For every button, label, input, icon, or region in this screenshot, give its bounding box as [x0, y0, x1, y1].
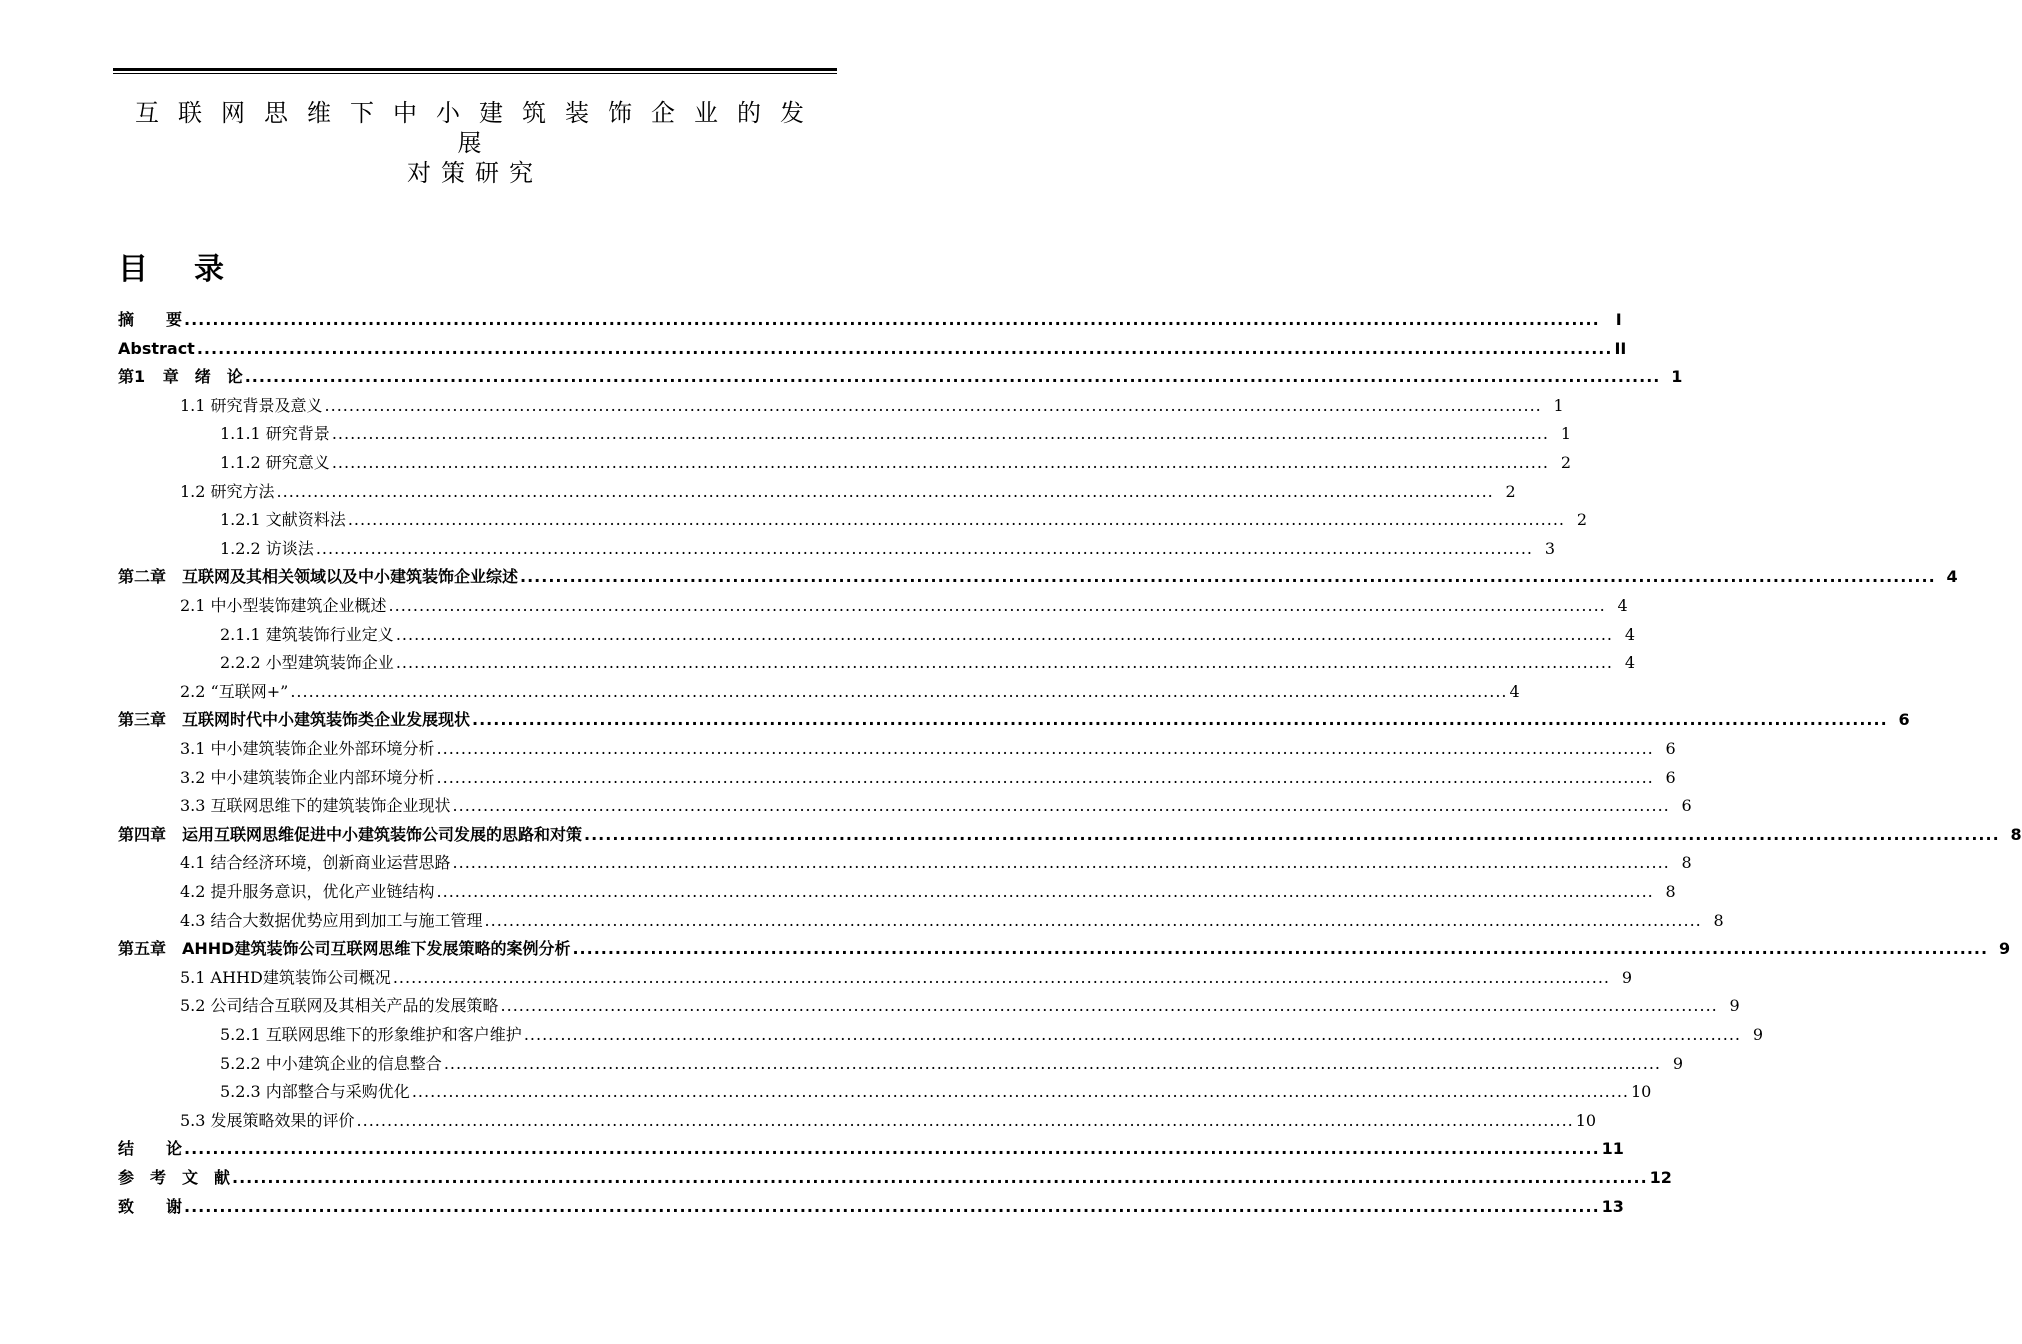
toc-entry-page: 4 [1617, 596, 1628, 615]
toc-entry[interactable] [118, 335, 1627, 363]
toc-entry-leader: ........................................................................................................................................................................................................ [324, 395, 1542, 415]
toc-entry-title: 摘 要 [118, 310, 183, 329]
toc-entry-title: 2.2 “互联网+” [180, 681, 289, 701]
toc-entry[interactable] [180, 478, 1516, 506]
toc-entry-title: 2.1.1 建筑装饰行业定义 [220, 624, 394, 644]
toc-entry-page: 10 [1575, 1110, 1597, 1130]
toc-entry-page: 11 [1601, 1139, 1624, 1159]
toc-entry-page: 8 [1665, 882, 1676, 901]
toc-entry-leader: ........................................................................................................................................................................................................ [436, 882, 1654, 901]
toc-entry-page: 1 [1560, 424, 1571, 444]
toc-entry-page: 8 [1713, 910, 1724, 930]
toc-entry[interactable] [220, 1078, 1652, 1106]
toc-entry-page: 1 [1671, 367, 1683, 387]
toc-entry-leader: ........................................................................................................................................................................................................ [331, 424, 1549, 444]
toc-entry-title: 5.2.1 互联网思维下的形象维护和客户维护 [220, 1025, 522, 1044]
toc-entry-title: 1.1.1 研究背景 [220, 424, 330, 444]
toc-entry[interactable] [180, 678, 1520, 706]
toc-entry-leader: ........................................................................................................................................................................................................ [232, 1168, 1648, 1187]
toc-entry-leader: ........................................................................................................................................................................................................ [452, 796, 1670, 816]
toc-entry-leader: ........................................................................................................................................................................................................ [196, 338, 1613, 358]
toc-entry-title: 结 论 [118, 1139, 183, 1159]
toc-entry-leader: ........................................................................................................................................................................................................ [356, 1110, 1574, 1130]
toc-entry-page: 6 [1681, 796, 1692, 816]
toc-entry[interactable] [220, 621, 1635, 649]
toc-entry-leader: ........................................................................................................................................................................................................ [388, 596, 1606, 615]
toc-entry-page: 10 [1631, 1082, 1652, 1102]
header-rule-thick [113, 68, 837, 71]
toc-entry-page: II [1614, 338, 1627, 358]
toc-entry-page: 2 [1576, 510, 1587, 530]
toc-entry-leader: ........................................................................................................................................................................................................ [331, 453, 1549, 472]
toc-entry-title: 第四章 运用互联网思维促进中小建筑装饰公司发展的思路和对策 [118, 824, 583, 844]
toc-entry[interactable] [220, 535, 1555, 563]
toc-entry-leader: ........................................................................................................................................................................................................ [290, 681, 1508, 701]
toc-entry-title: 第1 章 绪 论 [118, 367, 243, 387]
toc-entry-leader: ........................................................................................................................................................................................................ [411, 1082, 1629, 1102]
toc-entry-title: 1.1.2 研究意义 [220, 453, 330, 472]
toc-entry-leader: ........................................................................................................................................................................................................ [523, 1025, 1741, 1044]
toc-entry-title: 2.1 中小型装饰建筑企业概述 [180, 596, 387, 615]
toc-entry-title: 3.3 互联网思维下的建筑装饰企业现状 [180, 796, 451, 816]
toc-entry-page: 2 [1560, 453, 1571, 472]
toc-entry[interactable] [180, 849, 1692, 877]
toc-entry-leader: ........................................................................................................................................................................................................ [436, 767, 1654, 787]
toc-entry-leader: ........................................................................................................................................................................................................ [184, 1196, 1600, 1216]
toc-entry-leader: ........................................................................................................................................................................................................ [472, 710, 1888, 730]
toc-entry-page: 4 [1946, 567, 1958, 587]
toc-entry[interactable] [180, 907, 1724, 935]
toc-entry-page: 9 [1998, 939, 2011, 959]
document-title-line-2: 对策研究 [407, 159, 543, 187]
toc-entry-leader: ........................................................................................................................................................................................................ [572, 939, 1989, 959]
toc-entry[interactable] [220, 506, 1587, 534]
toc-entry-title: 1.2.1 文献资料法 [220, 510, 346, 530]
toc-entry-leader: ........................................................................................................................................................................................................ [395, 624, 1613, 644]
document-title-line-1: 互联网思维下中小建筑装饰企业的发展 [135, 99, 823, 157]
toc-entry-leader: ........................................................................................................................................................................................................ [452, 853, 1670, 873]
toc-entry-title: 5.3 发展策略效果的评价 [180, 1110, 355, 1130]
toc-entry-page: 4 [1624, 653, 1635, 673]
toc-entry-page: 13 [1601, 1196, 1624, 1216]
toc-entry[interactable] [180, 1107, 1597, 1135]
toc-entry-title: 第五章 AHHD建筑装饰公司互联网思维下发展策略的案例分析 [118, 939, 571, 959]
toc-entry-page: 9 [1672, 1053, 1683, 1073]
toc-entry[interactable] [180, 392, 1564, 420]
toc-entry-title: 2.2.2 小型建筑装饰企业 [220, 653, 394, 673]
toc-entry-title: 4.1 结合经济环境，创新商业运营思路 [180, 853, 451, 873]
toc-entry-title: 1.2 研究方法 [180, 481, 275, 501]
toc-entry-page: 12 [1649, 1168, 1672, 1187]
toc-entry-page: 6 [1898, 710, 1910, 730]
toc-entry-page: 6 [1665, 767, 1676, 787]
toc-entry-leader: ........................................................................................................................................................................................................ [584, 824, 2000, 844]
header-rule-thin [113, 73, 837, 74]
toc-entry[interactable] [220, 649, 1635, 677]
toc-entry[interactable] [180, 992, 1740, 1020]
toc-entry[interactable] [118, 1164, 1672, 1192]
toc-entry-title: 参 考 文 献 [118, 1168, 231, 1187]
toc-heading: 目录 [118, 252, 270, 287]
toc-entry[interactable] [118, 1193, 1624, 1221]
toc-entry[interactable] [118, 821, 2022, 849]
toc-entry-page: 2 [1505, 481, 1516, 501]
toc-entry-page: 4 [1624, 624, 1635, 644]
toc-entry[interactable] [220, 420, 1571, 448]
toc-entry-title: Abstract [118, 338, 195, 358]
toc-entry-title: 5.2.3 内部整合与采购优化 [220, 1082, 410, 1102]
toc-entry[interactable] [220, 1021, 1763, 1049]
toc-entry[interactable] [220, 449, 1571, 477]
toc-entry[interactable] [118, 935, 2011, 963]
toc-entry[interactable] [118, 706, 1910, 734]
toc-entry-leader: ........................................................................................................................................................................................................ [315, 538, 1533, 558]
toc-entry-leader: ........................................................................................................................................................................................................ [276, 481, 1494, 501]
toc-entry[interactable] [118, 363, 1683, 391]
toc-entry-page: 1 [1553, 395, 1564, 415]
toc-entry-title: 第二章 互联网及其相关领域以及中小建筑装饰企业综述 [118, 567, 519, 587]
toc-entry[interactable] [180, 735, 1676, 763]
toc-entry-page: 9 [1729, 996, 1740, 1016]
toc-entry[interactable] [118, 1135, 1624, 1163]
toc-entry-title: 5.1 AHHD建筑装饰公司概况 [180, 967, 391, 987]
toc-entry[interactable] [118, 563, 1958, 591]
toc-entry-page: 8 [2010, 824, 2022, 844]
toc-entry-title: 1.2.2 访谈法 [220, 538, 314, 558]
toc-entry-page: 4 [1509, 681, 1520, 701]
toc-entry-page: 9 [1752, 1025, 1763, 1044]
toc-entry-leader: ........................................................................................................................................................................................................ [520, 567, 1936, 587]
toc-entry-title: 1.1 研究背景及意义 [180, 395, 323, 415]
toc-entry-leader: ........................................................................................................................................................................................................ [184, 1139, 1600, 1159]
toc-entry-title: 4.2 提升服务意识，优化产业链结构 [180, 882, 435, 901]
toc-entry-leader: ........................................................................................................................................................................................................ [500, 996, 1718, 1016]
toc-entry[interactable] [220, 1050, 1683, 1078]
toc-entry[interactable] [118, 306, 1622, 334]
toc-entry[interactable] [180, 878, 1676, 906]
toc-entry-leader: ........................................................................................................................................................................................................ [443, 1053, 1661, 1073]
toc-entry-page: I [1615, 310, 1622, 329]
toc-entry-title: 5.2.2 中小建筑企业的信息整合 [220, 1053, 442, 1073]
toc-entry-page: 9 [1621, 967, 1633, 987]
toc-entry[interactable] [180, 792, 1692, 820]
toc-entry-leader: ........................................................................................................................................................................................................ [484, 910, 1702, 930]
toc-entry[interactable] [180, 964, 1633, 992]
toc-entry[interactable] [180, 592, 1628, 620]
toc-entry-title: 4.3 结合大数据优势应用到加工与施工管理 [180, 910, 483, 930]
toc-entry-title: 3.1 中小建筑装饰企业外部环境分析 [180, 739, 435, 758]
toc-entry-title: 致 谢 [118, 1196, 183, 1216]
toc-entry-leader: ........................................................................................................................................................................................................ [395, 653, 1613, 673]
toc-entry-page: 8 [1681, 853, 1692, 873]
toc-entry-page: 6 [1665, 739, 1676, 758]
toc-entry-leader: ........................................................................................................................................................................................................ [392, 967, 1611, 987]
document-title [113, 98, 837, 188]
toc-entry-leader: ........................................................................................................................................................................................................ [347, 510, 1565, 530]
toc-entry-page: 3 [1544, 538, 1555, 558]
toc-entry-leader: ........................................................................................................................................................................................................ [244, 367, 1661, 387]
toc-entry-leader: ........................................................................................................................................................................................................ [436, 739, 1654, 758]
toc-entry-title: 3.2 中小建筑装饰企业内部环境分析 [180, 767, 435, 787]
toc-entry-leader: ........................................................................................................................................................................................................ [184, 310, 1600, 329]
toc-entry-title: 5.2 公司结合互联网及其相关产品的发展策略 [180, 996, 499, 1016]
toc-entry-title: 第三章 互联网时代中小建筑装饰类企业发展现状 [118, 710, 471, 730]
toc-entry[interactable] [180, 764, 1676, 792]
